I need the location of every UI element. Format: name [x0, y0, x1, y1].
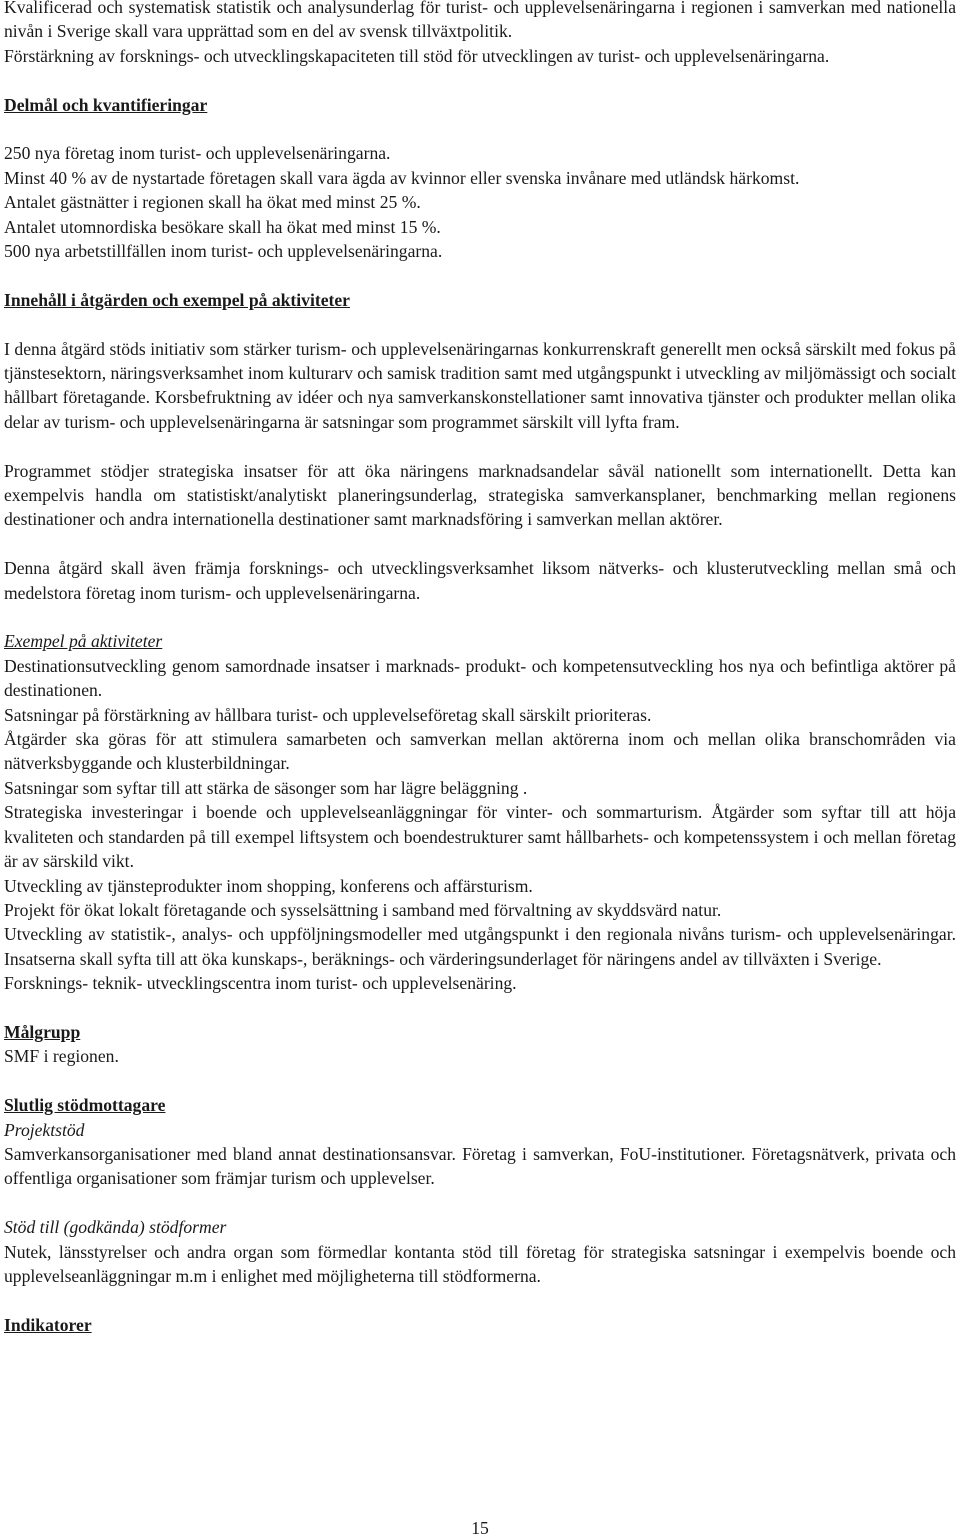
document-page [4, 0, 956, 1337]
slutlig-heading: Slutlig stödmottagare [4, 1095, 166, 1116]
delmal-item: Minst 40 % av de nystartade företagen skall vara ägda av kvinnor eller svenska invånare med utländsk härkomst. [4, 167, 800, 188]
intro-paragraph-2: Förstärkning av forsknings- och utvecklingskapaciteten till stöd för utvecklingen av turist- och upplevelsenäringarna. [4, 45, 830, 66]
delmal-heading: Delmål och kvantifieringar [4, 94, 208, 115]
innehall-paragraph: Programmet stödjer strategiska insatser för att öka näringens marknadsandelar såväl nationellt som internationellt. Detta kan exempelvis handla om statistiskt/analytiskt planeringsunderlag, strategiska samverkansplaner, benchmarking mellan regionens destinationer och andra internationella destinationer samt marknadsföring i samverkan mellan aktörer. [4, 460, 956, 530]
slutlig-text: Samverkansorganisationer med bland annat destinationsansvar. Företag i samverkan, FoU-institutioner. Företagsnätverk, privata och offentliga organisationer som främjar turism och upplevelser. [4, 1143, 956, 1189]
exempel-item: Strategiska investeringar i boende och upplevelseanläggningar för vinter- och sommarturism. Åtgärder som syftar till att höja kvaliteten och standarden på till exempel liftsystem och boendestrukturer samt hållbarhets- och kompetenssystem i och mellan företag är av särskild vikt. [4, 802, 956, 872]
delmal-item: Antalet gästnätter i regionen skall ha ökat med minst 25 %. [4, 192, 421, 213]
exempel-item: Destinationsutveckling genom samordnade insatser i marknads- produkt- och kompetensutveckling hos nya och befintliga aktörer på destinationen. [4, 655, 956, 701]
exempel-item: Åtgärder ska göras för att stimulera samarbeten och samverkan mellan aktörerna inom och mellan olika branschområden via nätverksbyggande och klusterbildningar. [4, 729, 956, 774]
exempel-item: Projekt för ökat lokalt företagande och sysselsättning i samband med förvaltning av skyddsvärd natur. [4, 899, 722, 920]
intro-paragraph-1: Kvalificerad och systematisk statistik och analysunderlag för turist- och upplevelsenäringarna i regionen i samverkan med nationella nivån i Sverige skall vara upprättad som en del av svensk tillväxtpolitik. [4, 0, 956, 42]
delmal-item: 250 nya företag inom turist- och upplevelsenäringarna. [4, 143, 391, 164]
page-number: 15 [471, 1518, 489, 1538]
indikatorer-heading: Indikatorer [4, 1314, 92, 1335]
innehall-heading: Innehåll i åtgärden och exempel på aktiviteter [4, 289, 350, 310]
exempel-item: Forsknings- teknik- utvecklingscentra inom turist- och upplevelsenäring. [4, 973, 517, 994]
innehall-paragraph: I denna åtgärd stöds initiativ som stärker turism- och upplevelsenäringarnas konkurrenskraft generellt men också särskilt med fokus på tjänstesektorn, näringsverksamhet inom kulturarv och samisk tradition samt med utgångspunkt i utveckling av miljömässigt och socialt hållbart företagande. Korsbefruktning av idéer och nya samverkanskonstellationer samt innovativa tjänster och produkter mellan olika delar av turism- och upplevelsenäringarna är satsningar som programmet särskilt vill lyfta fram. [4, 338, 956, 432]
exempel-item: Utveckling av statistik-, analys- och uppföljningsmodeller med utgångspunkt i den regionala nivåns turism- och upplevelsenäringar. Insatserna skall syfta till att öka kunskaps-, beräknings- och värderingsunderlaget för näringens andel av tillväxten i Sverige. [4, 924, 956, 969]
exempel-heading: Exempel på aktiviteter [4, 631, 163, 652]
innehall-paragraph: Denna åtgärd skall även främja forsknings- och utvecklingsverksamhet liksom nätverks- och klusterutveckling mellan små och medelstora företag inom turism- och upplevelsenäringarna. [4, 558, 956, 603]
delmal-item: Antalet utomnordiska besökare skall ha ökat med minst 15 %. [4, 216, 441, 237]
exempel-item: Satsningar på förstärkning av hållbara turist- och upplevelseföretag skall särskilt prioriteras. [4, 704, 652, 725]
exempel-item: Utveckling av tjänsteprodukter inom shopping, konferens och affärsturism. [4, 875, 533, 896]
exempel-item: Satsningar som syftar till att stärka de säsonger som har lägre beläggning . [4, 777, 528, 798]
malgrupp-text: SMF i regionen. [4, 1046, 119, 1067]
stod-text: Nutek, länsstyrelser och andra organ som förmedlar kontanta stöd till företag för strategiska satsningar i exempelvis boende och upplevelseanläggningar m.m i enlighet med möjligheterna till stödformerna. [4, 1241, 956, 1286]
stod-heading: Stöd till (godkända) stödformer [4, 1217, 227, 1238]
delmal-item: 500 nya arbetstillfällen inom turist- och upplevelsenäringarna. [4, 241, 443, 262]
slutlig-subheading: Projektstöd [4, 1119, 85, 1140]
malgrupp-heading: Målgrupp [4, 1021, 81, 1042]
